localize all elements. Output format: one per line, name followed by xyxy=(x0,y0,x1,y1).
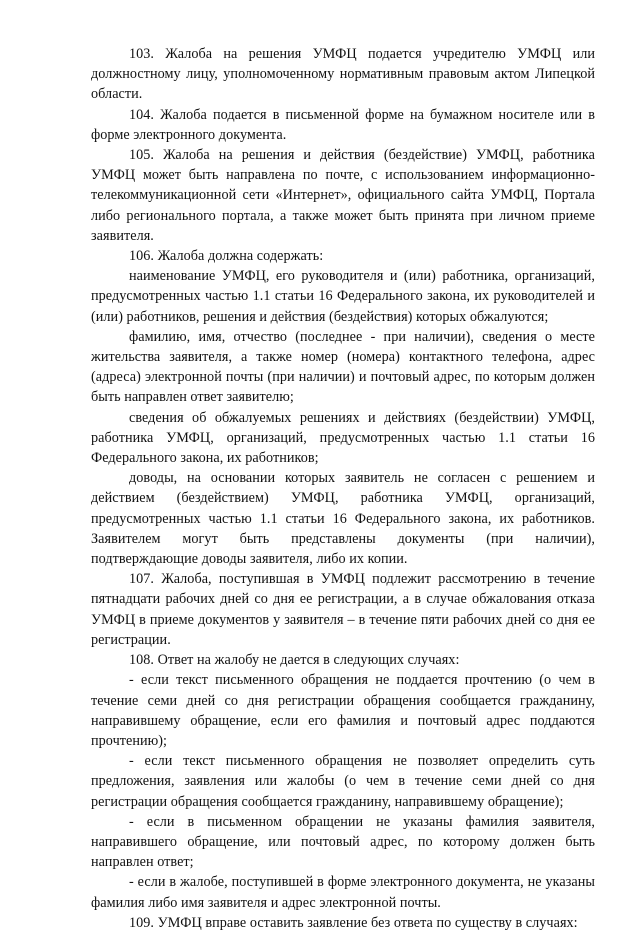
paragraph-108: 108. Ответ на жалобу не дается в следующих случаях: xyxy=(129,652,460,669)
paragraph-105: 105. Жалоба на решения и действия (бездействие) УМФЦ, работника УМФЦ может быть направлена по почте, с использованием информационно-телекоммуникационной сети «Интернет», официального сайта УМФЦ, Портала либо регионального портала, а также может быть принята при личном приеме заявителя. xyxy=(91,147,595,244)
list-item-no-name: - если в письменном обращении не указаны фамилия заявителя, направившего обращение, или почтовый адрес, по которому должен быть направлен ответ; xyxy=(91,813,595,871)
list-item-electronic: - если в жалобе, поступившей в форме электронного документа, не указаны фамилия либо имя заявителя и адрес электронной почты. xyxy=(91,874,595,911)
paragraph-104: 104. Жалоба подается в письменной форме на бумажном носителе или в форме электронного документа. xyxy=(91,106,595,143)
paragraph-107: 107. Жалоба, поступившая в УМФЦ подлежит рассмотрению в течение пятнадцати рабочих дней со дня ее регистрации, а в случае обжалования отказа УМФЦ в приеме документов у заявителя – в течение пяти рабочих дней со дня ее регистрации. xyxy=(91,571,595,648)
list-item-contact: фамилию, имя, отчество (последнее - при наличии), сведения о месте жительства заявителя, а также номер (номера) контактного телефона, адрес (адреса) электронной почты (при наличии) и почтовый адрес, по которым должен быть направлен ответ заявителю; xyxy=(91,328,595,406)
paragraph-109: 109. УМФЦ вправе оставить заявление без ответа по существу в случаях: xyxy=(129,914,578,931)
list-item-decisions: сведения об обжалуемых решениях и действиях (бездействии) УМФЦ, работника УМФЦ, организаций, предусмотренных частью 1.1 статьи 16 Федерального закона, их работников; xyxy=(91,409,595,467)
paragraph-106: 106. Жалоба должна содержать: xyxy=(129,248,324,265)
list-item-unreadable: - если текст письменного обращения не поддается прочтению (о чем в течение семи дней со дня регистрации обращения сообщается гражданину, направившему обращение, если его фамилия и почтовый адрес поддаются прочтению); xyxy=(91,672,595,749)
list-item-unclear: - если текст письменного обращения не позволяет определить суть предложения, заявления или жалобы (о чем в течение семи дней со дня регистрации обращения сообщается гражданину, направившему обращение); xyxy=(91,753,595,810)
list-item-name: наименование УМФЦ, его руководителя и (или) работника, организаций, предусмотренных частью 1.1 статьи 16 Федерального закона, их руководителей и (или) работников, решения и действия (бездействия) которых обжалуются; xyxy=(91,268,595,325)
paragraph-103: 103. Жалоба на решения УМФЦ подается учредителю УМФЦ или должностному лицу, уполномоченному нормативным правовым актом Липецкой области. xyxy=(91,46,595,103)
document-page xyxy=(91,44,595,933)
list-item-arguments: доводы, на основании которых заявитель не согласен с решением и действием (бездействием) УМФЦ, работника УМФЦ, организаций, предусмотренных частью 1.1 статьи 16 Федерального закона, их работников. Заявителем могут быть представлены документы (при наличии), подтверждающие доводы заявителя, либо их копии. xyxy=(91,470,595,568)
